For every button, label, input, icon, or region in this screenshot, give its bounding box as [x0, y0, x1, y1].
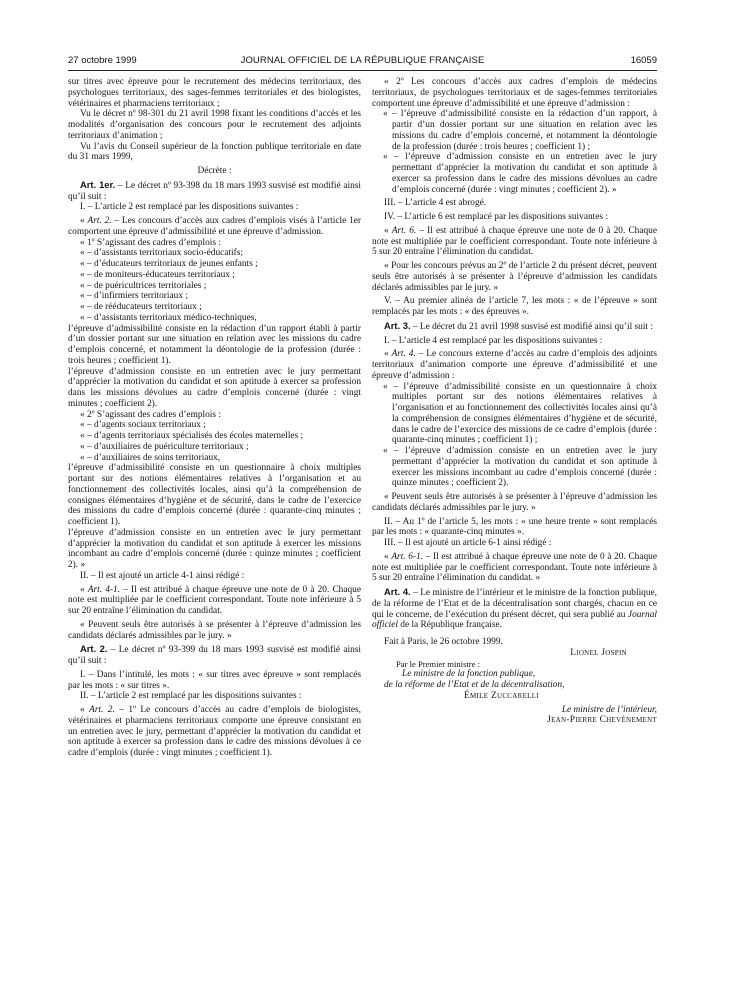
page-header [68, 55, 657, 69]
list-item: « – d’agents sociaux territoriaux ; [80, 420, 206, 431]
article-3: Art. 3. – Le décret du 21 avril 1998 susvisé est modifié ainsi qu’il suit : [384, 319, 653, 332]
paragraph: I. – L’article 2 est remplacé par les dispositions suivantes : [80, 202, 299, 213]
paragraph: I. – Dans l’intitulé, les mots : « sur titres avec épreuve » sont remplacés par les mots : « sur titres ». [68, 669, 361, 691]
paragraph: « Pour les concours prévus au 2º de l’article 2 du présent décret, peuvent seuls être autorisés à se présenter à l’épreuve d’admission les candidats déclarés admissibles par le jury. » [372, 261, 657, 293]
paragraph: l’épreuve d’admissibilité consiste en la rédaction d’un rapport établi à partir d’un dossier portant sur une situation en relation avec les missions du cadre d’emplois concerné, et notamment la déontologie de la profession (durée : trois heures ; coefficient 1). [68, 323, 361, 366]
paragraph: IV. – L’article 6 est remplacé par les dispositions suivantes : [384, 212, 608, 222]
countersign-intro: Par le Premier ministre : [396, 658, 481, 669]
right-column [372, 77, 657, 726]
paragraph: III. – L’article 4 est abrogé. [384, 198, 487, 209]
signatory-minister: Émile Zuccarelli [464, 690, 539, 701]
list-item: « – l’épreuve d’admission consiste en un entretien avec le jury permettant d’apprécier la motivation du candidat et son aptitude à exercer les missions incombant au cadre d’emplois concerné (durée : quinze minutes ; coefficient 2). [383, 446, 657, 489]
list-item: « – d’auxiliaires de puériculture territoriaux ; [80, 441, 249, 452]
list-item: « – d’auxiliaires de soins territoriaux, [80, 452, 221, 463]
paragraph: I. – L’article 4 est remplacé par les dispositions suivantes : [384, 335, 603, 346]
article-2: Art. 2. – Le décret nº 93-399 du 18 mars 1993 susvisé est modifié ainsi qu’il suit : [68, 643, 361, 666]
paragraph: « Peuvent seuls être autorisés à se présenter à l’épreuve d’admission les candidats déclarés admissibles par le jury. » [372, 492, 657, 513]
list-item: « – d’assistants territoriaux socio-éducatifs; [80, 248, 243, 259]
paragraph: II. – Il est ajouté un article 4-1 ainsi rédigé : [80, 570, 245, 581]
page-number: 16059 [630, 55, 657, 66]
list-item: « – de rééducateurs territoriaux ; [80, 302, 202, 312]
list-item: « – l’épreuve d’admission consiste en un entretien avec le jury permettant d’apprécier la motivation du candidat et son aptitude à exercer sa profession dans le cadre des missions dévolues au cadre d’emplois concerné (durée : vingt minutes ; coefficient 2). » [383, 152, 657, 195]
article-label: Art. 1er. [80, 178, 116, 190]
paragraph: « Art. 6. – Il est attribué à chaque épreuve une note de 0 à 20. Chaque note est multipliée par le coefficient correspondant. Toute note inférieure à 5 sur 20 entraîne l’élimination du candidat. [372, 225, 657, 258]
paragraph: l’épreuve d’admissibilité consiste en un questionnaire à choix multiples portant sur des notions élémentaires relatives à l’organisation et au fonctionnement des collectivités locales, ainsi qu’à la compréhension de consignes élémentaires d’hygiène et de sécurité, dans le cadre de l’exercice des missions du cadre d’emplois concerné (durée : quarante-cinq minutes ; coefficient 1). [68, 463, 361, 527]
list-item: « – de moniteurs-éducateurs territoriaux ; [80, 269, 235, 280]
paragraph: « Art. 2. – Les concours d’accès aux cadres d’emplois visés à l’article 1er comportent une épreuve d’admissibilité et une épreuve d’admission. [68, 216, 362, 237]
paragraph: « Art. 6-1. – Il est attribué à chaque épreuve une note de 0 à 20. Chaque note est multipliée par le coefficient correspondant. Toute note inférieure à 5 sur 20 entraîne l’élimination du candidat. » [372, 551, 657, 584]
paragraph: « Peuvent seuls être autorisés à se présenter à l’épreuve d’admission les candidats déclarés admissibles par le jury. » [68, 619, 361, 641]
paragraph: V. – Au premier alinéa de l’article 7, les mots : « de l’épreuve » sont remplacés par les mots : « des épreuves ». [372, 296, 657, 317]
list-item: « – d’infirmiers territoriaux ; [80, 291, 188, 302]
decree-heading: Décrète : [197, 166, 232, 176]
list-item: « 2º S’agissant des cadres d’emplois : [80, 409, 221, 420]
article-label: Art. 4. [384, 586, 411, 597]
paragraph: II. – Au 1º de l’article 5, les mots : « une heure trente » sont remplacés par les mots : « quarante-cinq minutes ». [372, 516, 657, 538]
journal-title: JOURNAL OFFICIEL DE LA RÉPUBLIQUE FRANÇAISE [240, 55, 485, 66]
article-1: Art. 1er. – Le décret nº 93-398 du 18 mars 1993 susvisé est modifié ainsi qu’il suit : [68, 178, 361, 202]
paragraph: II. – L’article 2 est remplacé par les dispositions suivantes : [80, 691, 302, 702]
paragraph: « Art. 4-1. – Il est attribué à chaque épreuve une note de 0 à 20. Chaque note est multipliée par le coefficient correspondant. Toute note inférieure à 5 sur 20 entraîne l’élimination du candidat. [68, 584, 361, 616]
paragraph: Vu l’avis du Conseil supérieur de la fonction publique territoriale en date du 31 mars 1999, [68, 141, 361, 163]
article-4: Art. 4. – Le ministre de l’intérieur et le ministre de la fonction publique, de la réforme de l’Etat et de la décentralisation sont chargés, chacun en ce qui le concerne, de l’exécution du présent décret, qui sera publié au Journal officiel de la République française. [372, 586, 657, 631]
paragraph: « Art. 4. – Le concours externe d’accès au cadre d’emplois des adjoints territoriaux d’animation comporte une épreuve d’admissibilité et une épreuve d’admission : [372, 349, 657, 381]
signatory-minister: Jean-Pierre Chevènement [547, 715, 657, 726]
article-label: Art. 3. [384, 319, 411, 331]
paragraph: sur titres avec épreuve pour le recrutement des médecins territoriaux, des psychologues territoriaux, des sages-femmes territoriales et des biologistes, vétérinaires et pharmaciens territoriaux ; [68, 77, 361, 109]
signing-date: Fait à Paris, le 26 octobre 1999. [384, 637, 503, 647]
left-column [68, 77, 361, 759]
minister-title: Le ministre de la fonction publique, [402, 669, 536, 680]
list-item: « – de puéricultrices territoriales ; [80, 280, 207, 291]
paragraph: III. – Il est ajouté un article 6-1 ainsi rédigé : [384, 538, 552, 548]
minister-title: Le ministre de l’intérieur, [561, 704, 657, 715]
header-rule [68, 70, 657, 71]
paragraph: « Art. 2. – 1º Le concours d’accès au cadre d’emplois de biologistes, vétérinaires et pharmaciens territoriaux comporte une épreuve consistant en un entretien avec le jury, permettant d’apprécier la motivation du candidat et son aptitude à exercer sa profession dans le cadre des missions dévolues à ce cadre d’emplois (durée : vingt minutes ; coefficient 1). [68, 705, 361, 758]
paragraph: l’épreuve d’admission consiste en un entretien avec le jury permettant d’apprécier la motivation du candidat et son aptitude à exercer sa profession dans les missions dévolues au cadre d’emplois concerné (durée : vingt minutes ; coefficient 2). [68, 366, 361, 409]
list-item: « – l’épreuve d’admissibilité consiste en la rédaction d’un rapport, à partir d’un dossier portant sur une situation en relation avec les missions du cadre d’emplois concerné, et notamment la déontologie de la profession (durée : trois heures ; coefficient 1) ; [383, 109, 657, 152]
article-label: Art. 2. [80, 643, 108, 655]
paragraph: « 2º Les concours d’accès aux cadres d’emplois de médecins territoriaux, de psychologues territoriaux et de sages-femmes territoriales comportent une épreuve d’admissibilité et une épreuve d’admission : [372, 77, 657, 109]
list-item: « 1º S’agissant des cadres d’emplois : [80, 237, 221, 248]
issue-date: 27 octobre 1999 [68, 55, 137, 66]
list-item: « – d’éducateurs territoriaux de jeunes enfants ; [80, 259, 258, 269]
list-item: « – d’agents territoriaux spécialisés des écoles maternelles ; [80, 431, 304, 441]
list-item: « – l’épreuve d’admissibilité consiste en un questionnaire à choix multiples portant sur des notions élémentaires relatives à l’organisation et au fonctionnement des collectivités locales ainsi qu’à la compréhension de consignes élémentaires d’hygiène et de sécurité, dans le cadre de l’exercice des missions de ce cadre d’emplois (durée : quarante-cinq minutes ; coefficient 1) ; [383, 381, 657, 446]
signatory-prime-minister: Lionel Jospin [570, 647, 627, 658]
list-item: « – d’assistants territoriaux médico-techniques, [80, 312, 257, 323]
paragraph: Vu le décret nº 98-301 du 21 avril 1998 fixant les conditions d’accès et les modalités d’organisation des concours pour le recrutement des adjoints territoriaux d’animation ; [68, 109, 361, 141]
paragraph: l’épreuve d’admission consiste en un entretien avec le jury permettant d’apprécier la motivation du candidat et son aptitude à exercer les missions incombant au cadre d’emplois concerné (durée : quinze minutes ; coefficient 2). » [68, 527, 361, 570]
minister-title: de la réforme de l’Etat et de la décentralisation, [384, 680, 565, 690]
